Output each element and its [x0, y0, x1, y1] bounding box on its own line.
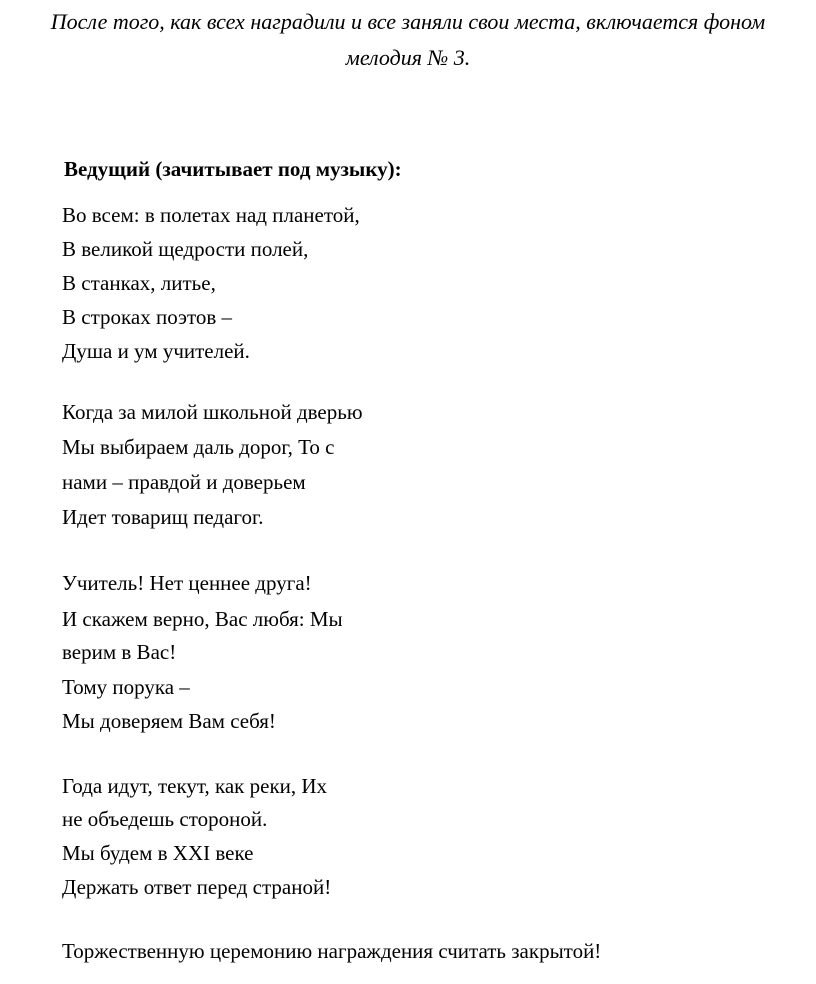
closing-line: Торжественную церемонию награждения считать закрытой! [62, 939, 602, 963]
stage-direction-line-1: После того, как всех наградили и все заняли свои места, включается фоном [50, 9, 766, 34]
poem-line: Когда за милой школьной дверью [62, 400, 363, 424]
poem-line: Во всем: в полетах над планетой, [62, 203, 360, 227]
poem-line: нами – правдой и доверьем [62, 470, 306, 494]
stage-direction-line-2: мелодия № 3. [345, 45, 471, 70]
poem-line: Тому порука – [62, 675, 190, 699]
poem-line: не объедешь стороной. [62, 807, 268, 831]
poem-line: Душа и ум учителей. [62, 339, 250, 363]
stage-direction [0, 4, 816, 76]
poem-line: В строках поэтов – [62, 305, 233, 329]
poem-line: И скажем верно, Вас любя: Мы [62, 607, 343, 631]
poem-line: Мы доверяем Вам себя! [62, 709, 276, 733]
poem-line: Года идут, текут, как реки, Их [62, 774, 328, 798]
poem-line: В великой щедрости полей, [62, 237, 309, 261]
poem-line: Мы будем в XXI веке [62, 841, 254, 865]
poem-line: верим в Вас! [62, 640, 177, 664]
poem-line: Держать ответ перед страной! [62, 875, 332, 899]
poem-line: Идет товарищ педагог. [62, 505, 264, 529]
poem-line: Учитель! Нет ценнее друга! [62, 571, 312, 595]
poem-line: В станках, литье, [62, 271, 216, 295]
poem-line: Мы выбираем даль дорог, То с [62, 435, 335, 459]
speaker-heading: Ведущий (зачитывает под музыку): [64, 157, 402, 181]
